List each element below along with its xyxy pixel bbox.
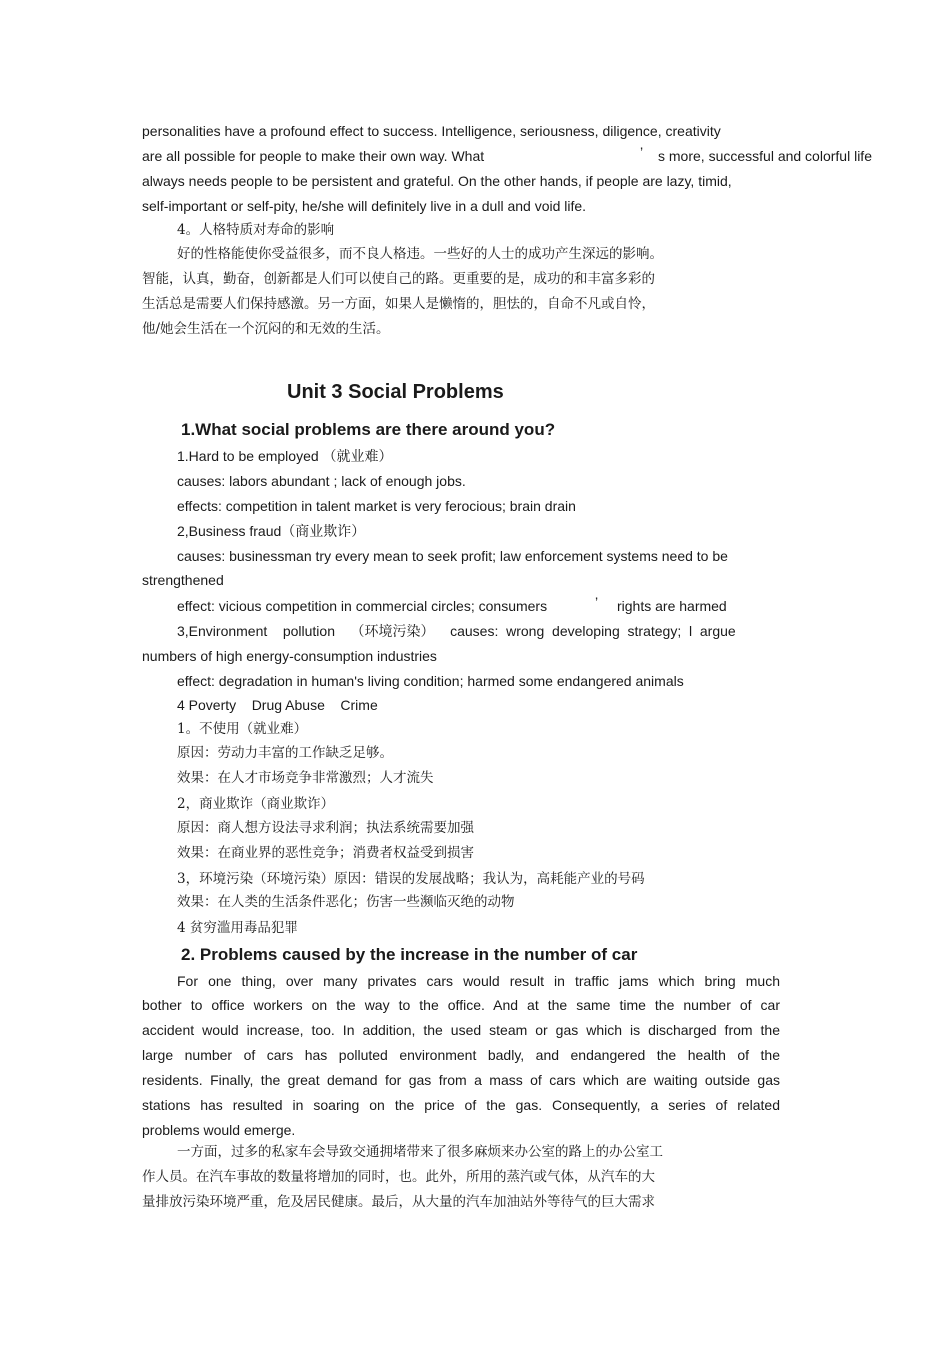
s1-cn-9: 4 贫穷滥用毒品犯罪 bbox=[177, 920, 298, 936]
s2-en-line-5: residents. Finally, the great demand for gas from a mass of cars which are waiting outside gas bbox=[142, 1072, 780, 1088]
s1-cn-4: 2，商业欺诈（商业欺诈） bbox=[177, 796, 335, 812]
s1-item-4: 4 Poverty Drug Abuse Crime bbox=[177, 697, 378, 713]
intro-en-apostrophe: ’ bbox=[640, 144, 644, 160]
s1-item-2-causes-cont: strengthened bbox=[142, 572, 224, 588]
s2-cn-line-2: 作人员。在汽车事故的数量将增加的同时，也。此外，所用的蒸汽或气体，从汽车的大 bbox=[142, 1169, 655, 1185]
section1-title: 1.What social problems are there around you? bbox=[181, 420, 556, 439]
s1-item-1: 1.Hard to be employed （就业难） bbox=[177, 448, 393, 464]
s1-item-2-apostrophe: ’ bbox=[595, 594, 599, 610]
intro-cn-line-1: 好的性格能使你受益很多，而不良人格违。一些好的人士的成功产生深远的影响。 bbox=[177, 246, 663, 262]
s2-en-line-6: stations has resulted in soaring on the price of the gas. Consequently, a series of related bbox=[142, 1097, 780, 1113]
unit-title: Unit 3 Social Problems bbox=[287, 381, 504, 403]
intro-cn-line-3: 生活总是需要人们保持感激。另一方面，如果人是懒惰的，胆怯的，自命不凡或自怜， bbox=[142, 296, 655, 312]
s1-item-2-effect-b: rights are harmed bbox=[617, 598, 727, 614]
intro-cn-heading: 4。人格特质对寿命的影响 bbox=[177, 222, 335, 238]
s2-en-line-7: problems would emerge. bbox=[142, 1122, 296, 1138]
intro-cn-line-4: 他/她会生活在一个沉闷的和无效的生活。 bbox=[142, 321, 390, 337]
s2-en-line-4: large number of cars has polluted environment badly, and endangered the health of the bbox=[142, 1047, 780, 1063]
s2-en-line-1: For one thing, over many privates cars would result in traffic jams which bring much bbox=[177, 973, 780, 989]
s1-cn-8: 效果：在人类的生活条件恶化；伤害一些濒临灭绝的动物 bbox=[177, 894, 515, 910]
section2-title: 2. Problems caused by the increase in the number of car bbox=[181, 945, 638, 964]
s1-item-3-effect: effect: degradation in human's living condition; harmed some endangered animals bbox=[177, 673, 684, 689]
s1-cn-6: 效果：在商业界的恶性竞争；消费者权益受到损害 bbox=[177, 845, 474, 861]
s1-item-2: 2,Business fraud（商业欺诈） bbox=[177, 523, 366, 539]
s1-item-1-causes: causes: labors abundant ; lack of enough jobs. bbox=[177, 473, 466, 489]
s1-item-3-cont: numbers of high energy-consumption industries bbox=[142, 648, 437, 664]
intro-en-line-1: personalities have a profound effect to success. Intelligence, seriousness, diligence, creativity bbox=[142, 123, 721, 139]
s1-cn-7: 3，环境污染（环境污染）原因：错误的发展战略；我认为，高耗能产业的号码 bbox=[177, 871, 645, 887]
s1-cn-5: 原因：商人想方设法寻求利润；执法系统需要加强 bbox=[177, 820, 474, 836]
s2-en-line-3: accident would increase, too. In addition, the used steam or gas which is discharged from the bbox=[142, 1022, 780, 1038]
intro-cn-line-2: 智能，认真，勤奋，创新都是人们可以使自己的路。更重要的是，成功的和丰富多彩的 bbox=[142, 271, 655, 287]
s1-item-3: 3,Environment pollution （环境污染） causes: wrong developing strategy; l argue bbox=[177, 623, 736, 639]
intro-en-line-2a: are all possible for people to make their own way. What bbox=[142, 148, 485, 164]
intro-en-line-2b: s more, successful and colorful life bbox=[658, 148, 872, 164]
intro-en-line-4: self-important or self-pity, he/she will definitely live in a dull and void life. bbox=[142, 198, 587, 214]
s1-cn-1: 1。不使用（就业难） bbox=[177, 721, 308, 737]
intro-en-line-3: always needs people to be persistent and grateful. On the other hands, if people are lazy, timid, bbox=[142, 173, 732, 189]
s2-en-line-2: bother to office workers on the way to the office. And at the same time the number of car bbox=[142, 997, 780, 1013]
s2-cn-line-3: 量排放污染环境严重，危及居民健康。最后，从大量的汽车加油站外等待气的巨大需求 bbox=[142, 1194, 655, 1210]
s1-item-1-effects: effects: competition in talent market is very ferocious; brain drain bbox=[177, 498, 576, 514]
s2-cn-line-1: 一方面，过多的私家车会导致交通拥堵带来了很多麻烦来办公室的路上的办公室工 bbox=[177, 1144, 663, 1160]
s1-cn-2: 原因：劳动力丰富的工作缺乏足够。 bbox=[177, 745, 393, 761]
s1-cn-3: 效果：在人才市场竞争非常激烈；人才流失 bbox=[177, 770, 434, 786]
s1-item-2-causes: causes: businessman try every mean to seek profit; law enforcement systems need to be bbox=[177, 548, 728, 564]
s1-item-2-effect-a: effect: vicious competition in commercial circles; consumers bbox=[177, 598, 548, 614]
